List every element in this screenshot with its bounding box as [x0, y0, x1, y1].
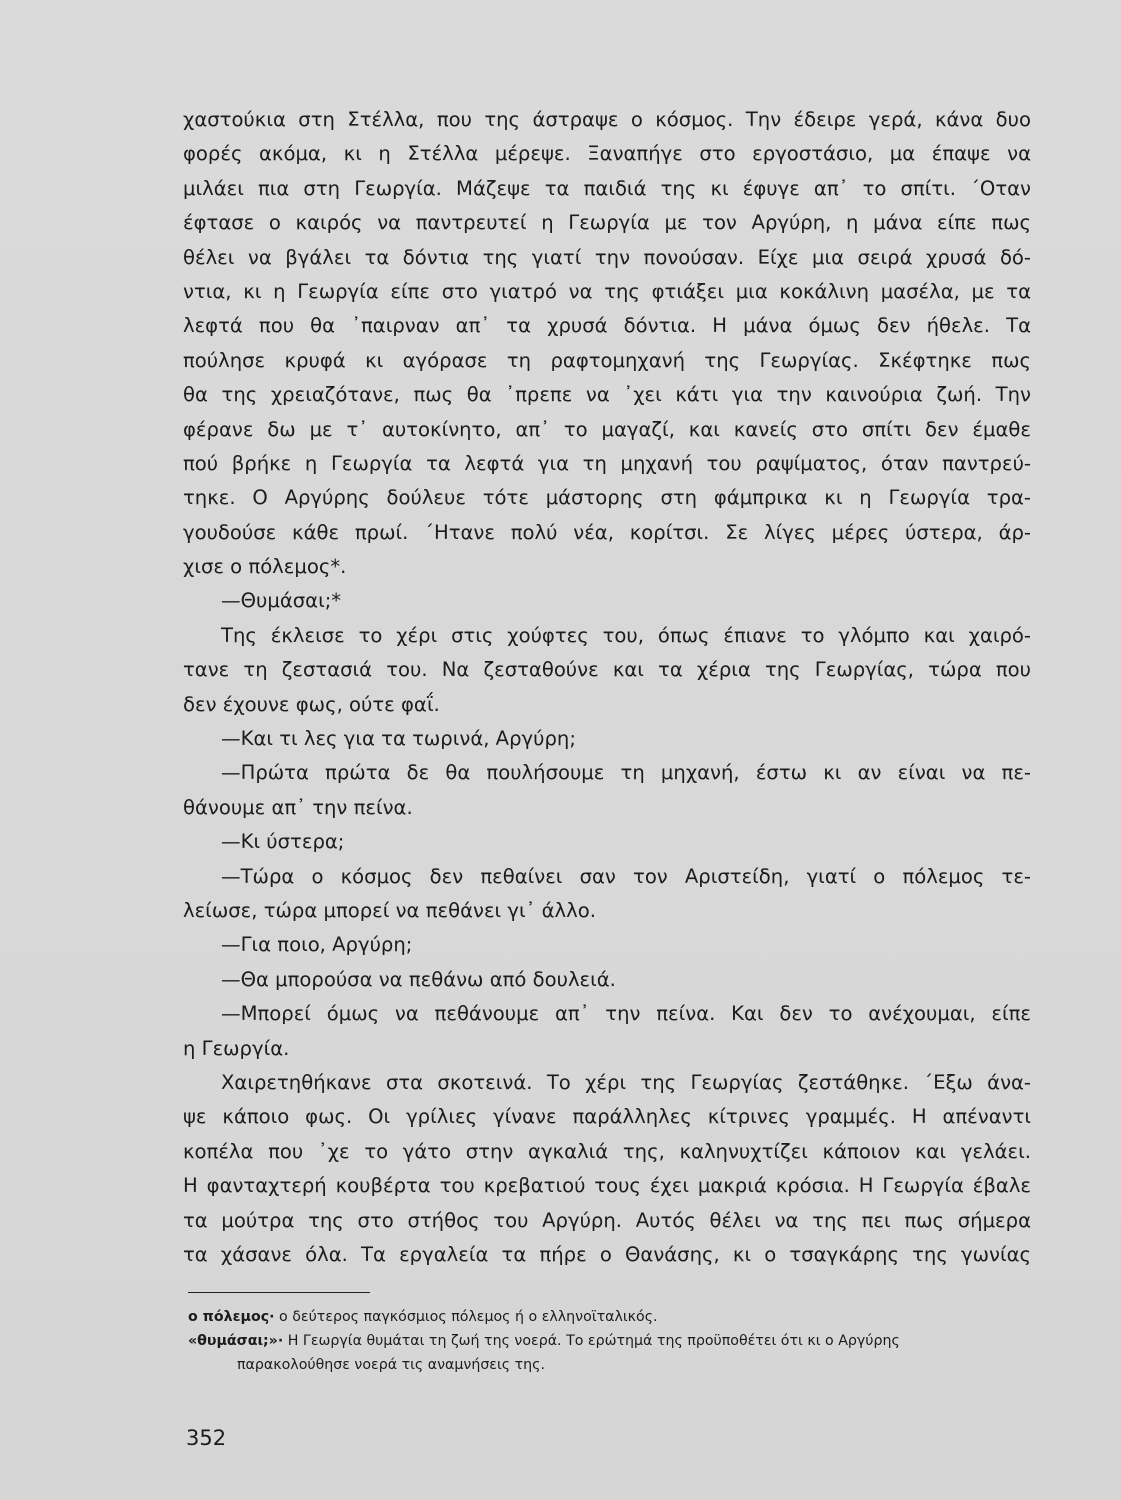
dialogue-line: —Πρώτα πρώτα δε θα πουλήσουμε τη μηχανή, έστω κι αν είναι να πε- — [221, 761, 1031, 785]
body-line: δεν έχουνε φως, ούτε φαΐ. — [183, 692, 440, 716]
body-line: η Γεωργία. — [183, 1036, 290, 1060]
body-line: λεφτά που θα ᾽παιρναν απ᾽ τα χρυσά δόντια. Η μάνα όμως δεν ήθελε. Τα — [183, 314, 1031, 338]
body-line: τηκε. Ο Αργύρης δούλευε τότε μάστορης στη φάμπρικα κι η Γεωργία τρα- — [183, 486, 1031, 510]
paragraph-start-line: Χαιρετηθήκανε στα σκοτεινά. Το χέρι της Γεωργίας ζεστάθηκε. ΄Εξω άνα- — [221, 1070, 1031, 1094]
body-line: φέρανε δω με τ᾽ αυτοκίνητο, απ᾽ το μαγαζί, και κανείς στο σπίτι δεν έμαθε — [183, 417, 1031, 441]
body-line: θα της χρειαζότανε, πως θα ᾽πρεπε να ᾽χει κάτι για την καινούρια ζωή. Την — [183, 383, 1031, 407]
footnote-term: ο πόλεμος· — [188, 1309, 275, 1325]
footnote-text: ο δεύτερος παγκόσμιος πόλεμος ή ο ελληνοϊταλικός. — [274, 1309, 658, 1325]
body-line: έφτασε ο καιρός να παντρευτεί η Γεωργία με τον Αργύρη, η μάνα είπε πως — [183, 211, 1031, 235]
paragraph-start-line: Της έκλεισε το χέρι στις χούφτες του, όπως έπιανε το γλόμπο και χαιρό- — [221, 623, 1031, 647]
body-line: χισε ο πόλεμος*. — [183, 555, 347, 579]
body-line: Η φανταχτερή κουβέρτα του κρεβατιού τους έχει μακριά κρόσια. Η Γεωργία έβαλε — [183, 1174, 1031, 1198]
body-line: τα μούτρα της στο στήθος του Αργύρη. Αυτός θέλει να της πει πως σήμερα — [183, 1208, 1031, 1232]
footnote — [188, 1305, 1036, 1329]
dialogue-line: —Μπορεί όμως να πεθάνουμε απ᾽ την πείνα. Και δεν το ανέχουμαι, είπε — [221, 1002, 1031, 1026]
body-line: πούλησε κρυφά κι αγόρασε τη ραφτομηχανή της Γεωργίας. Σκέφτηκε πως — [183, 348, 1031, 372]
footnotes — [188, 1305, 1036, 1377]
footnote-separator — [188, 1292, 370, 1293]
body-line: χαστούκια στη Στέλλα, που της άστραψε ο κόσμος. Την έδειρε γερά, κάνα δυο — [183, 108, 1031, 131]
body-line: φορές ακόμα, κι η Στέλλα μέρεψε. Ξαναπήγε στο εργοστάσιο, μα έπαψε να — [183, 142, 1031, 166]
dialogue-line: —Και τι λες για τα τωρινά, Αργύρη; — [221, 727, 576, 751]
footnote — [188, 1329, 1036, 1353]
footnote-text: Η Γεωργία θυμάται τη ζωή της νοερά. Το ερώτημά της προϋποθέτει ότι κι ο Αργύρης — [283, 1333, 900, 1349]
page-number: 352 — [186, 1426, 227, 1450]
body-line: πού βρήκε η Γεωργία τα λεφτά για τη μηχανή του ραψίματος, όταν παντρεύ- — [183, 451, 1031, 475]
body-line: τα χάσανε όλα. Τα εργαλεία τα πήρε ο Θανάσης, κι ο τσαγκάρης της γωνίας — [183, 1242, 1031, 1266]
body-line: ψε κάποιο φως. Οι γρίλιες γίνανε παράλληλες κίτρινες γραμμές. Η απέναντι — [183, 1105, 1031, 1129]
body-line: κοπέλα που ᾽χε το γάτο στην αγκαλιά της, καληνυχτίζει κάποιον και γελάει. — [183, 1139, 1031, 1163]
body-line: θάνουμε απ᾽ την πείνα. — [183, 795, 413, 819]
footnote-term: «θυμάσαι;»· — [188, 1333, 284, 1349]
dialogue-line: —Για ποιο, Αργύρη; — [221, 933, 413, 957]
dialogue-line: —Θυμάσαι;* — [221, 589, 342, 613]
body-text — [183, 103, 1031, 1272]
body-line: ντια, κι η Γεωργία είπε στο γιατρό να της φτιάξει μια κοκάλινη μασέλα, με τα — [183, 279, 1031, 303]
body-line: μιλάει πια στη Γεωργία. Μάζεψε τα παιδιά της κι έφυγε απ᾽ το σπίτι. ΄Οταν — [183, 176, 1031, 200]
body-line: λείωσε, τώρα μπορεί να πεθάνει γι᾽ άλλο. — [183, 898, 596, 922]
body-line: θέλει να βγάλει τα δόντια της γιατί την πονούσαν. Είχε μια σειρά χρυσά δό- — [183, 245, 1031, 269]
footnote-continuation: παρακολούθησε νοερά τις αναμνήσεις της. — [237, 1357, 545, 1373]
body-line: γουδούσε κάθε πρωί. ΄Ητανε πολύ νέα, κορίτσι. Σε λίγες μέρες ύστερα, άρ- — [183, 520, 1031, 544]
dialogue-line: —Τώρα ο κόσμος δεν πεθαίνει σαν τον Αριστείδη, γιατί ο πόλεμος τε- — [221, 864, 1031, 888]
dialogue-line: —Θα μπορούσα να πεθάνω από δουλειά. — [221, 967, 616, 991]
dialogue-line: —Κι ύστερα; — [221, 830, 345, 854]
body-line: τανε τη ζεστασιά του. Να ζεσταθούνε και τα χέρια της Γεωργίας, τώρα που — [183, 658, 1031, 682]
